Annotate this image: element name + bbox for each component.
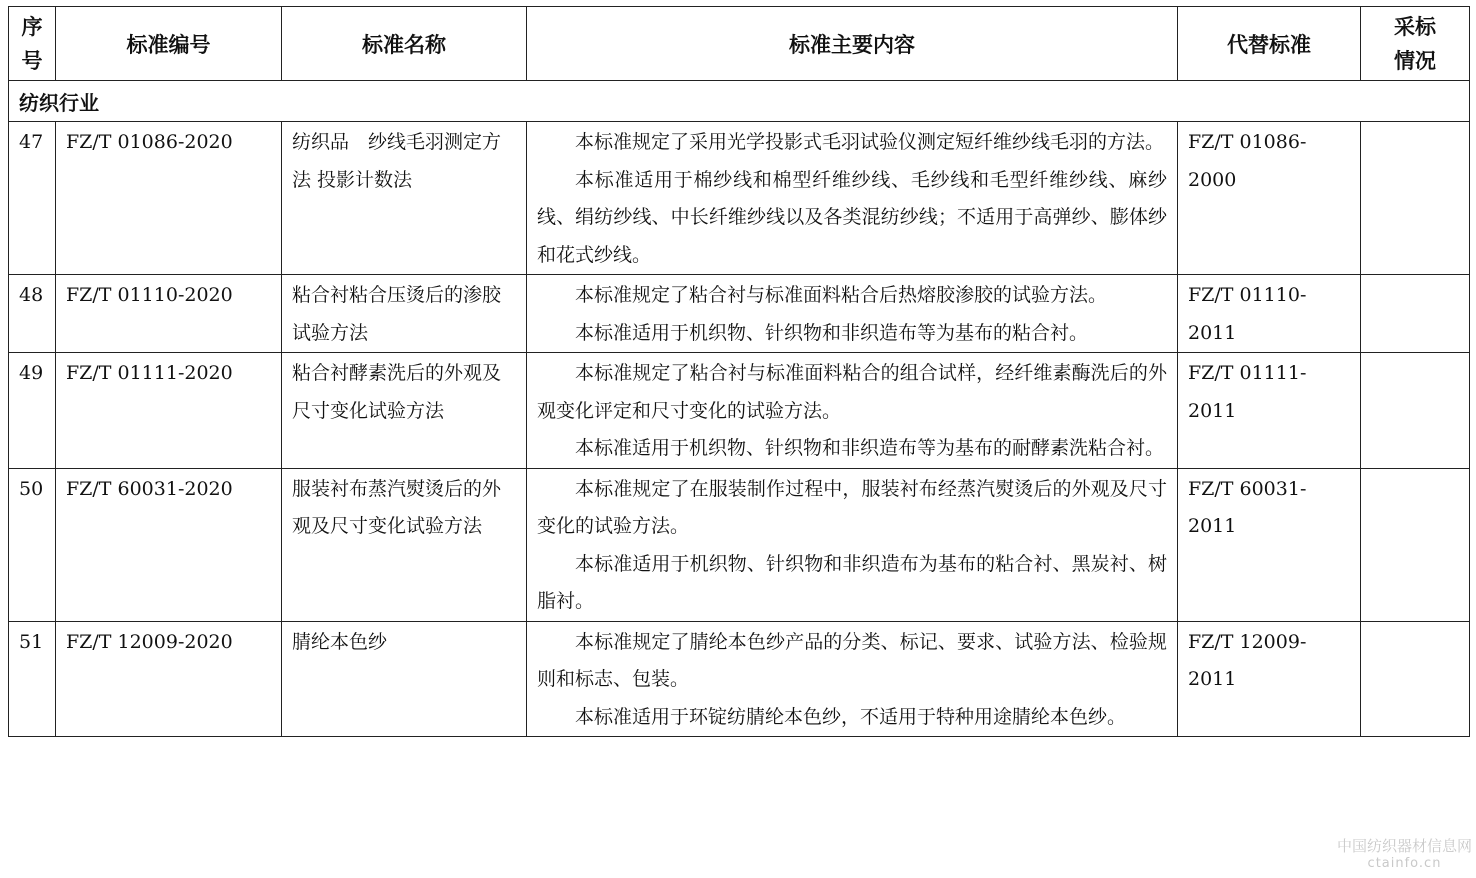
header-seq: 序 号	[9, 7, 56, 81]
cell-adoption	[1361, 275, 1470, 353]
section-title: 纺织行业	[9, 81, 1470, 122]
table-row	[9, 275, 1470, 353]
content-paragraph: 本标准规定了采用光学投影式毛羽试验仪测定短纤维纱线毛羽的方法。	[575, 131, 1165, 153]
content-paragraph: 本标准规定了在服装制作过程中，服装衬布经蒸汽熨烫后的外观及尺寸变化的试验方法。	[537, 477, 1167, 537]
cell-code: FZ/T 01110-2020	[56, 275, 282, 353]
cell-name: 腈纶本色纱	[282, 621, 527, 737]
content-paragraph: 本标准适用于环锭纺腈纶本色纱，不适用于特种用途腈纶本色纱。	[575, 705, 1127, 728]
standards-table	[8, 6, 1470, 737]
table-header-row	[9, 7, 1470, 81]
cell-code: FZ/T 12009-2020	[56, 621, 282, 737]
cell-content	[527, 468, 1178, 621]
content-paragraph: 本标准规定了粘合衬与标准面料粘合的组合试样，经纤维素酶洗后的外观变化评定和尺寸变化的试验方法。	[537, 362, 1167, 422]
cell-replaces: FZ/T 60031-2011	[1178, 468, 1361, 621]
cell-adoption	[1361, 621, 1470, 737]
table-row	[9, 621, 1470, 737]
header-code: 标准编号	[56, 7, 282, 81]
header-adoption: 采标 情况	[1361, 7, 1470, 81]
cell-name: 粘合衬粘合压烫后的渗胶试验方法	[282, 275, 527, 353]
cell-replaces: FZ/T 12009-2011	[1178, 621, 1361, 737]
content-paragraph: 本标准适用于棉纱线和棉型纤维纱线、毛纱线和毛型纤维纱线、麻纱线、绢纺纱线、中长纤维纱线以及各类混纺纱线；不适用于高弹纱、膨体纱和花式纱线。	[537, 168, 1167, 266]
header-replaces: 代替标准	[1178, 7, 1361, 81]
cell-replaces: FZ/T 01110-2011	[1178, 275, 1361, 353]
content-paragraph: 本标准规定了粘合衬与标准面料粘合后热熔胶渗胶的试验方法。	[575, 284, 1108, 306]
cell-adoption	[1361, 468, 1470, 621]
cell-content	[527, 122, 1178, 275]
header-name: 标准名称	[282, 7, 527, 81]
cell-seq: 49	[9, 353, 56, 469]
cell-code: FZ/T 60031-2020	[56, 468, 282, 621]
cell-content	[527, 621, 1178, 737]
content-paragraph: 本标准规定了腈纶本色纱产品的分类、标记、要求、试验方法、检验规则和标志、包装。	[537, 630, 1167, 690]
cell-seq: 50	[9, 468, 56, 621]
cell-name: 粘合衬酵素洗后的外观及尺寸变化试验方法	[282, 353, 527, 469]
content-paragraph: 本标准适用于机织物、针织物和非织造布等为基布的耐酵素洗粘合衬。	[575, 437, 1165, 459]
cell-content	[527, 353, 1178, 469]
cell-replaces: FZ/T 01086-2000	[1178, 122, 1361, 275]
cell-adoption	[1361, 353, 1470, 469]
watermark-name: 中国纺织器材信息网	[1336, 837, 1472, 855]
content-paragraph: 本标准适用于机织物、针织物和非织造布等为基布的粘合衬。	[575, 321, 1089, 344]
table-row	[9, 468, 1470, 621]
watermark-site: ctainfo.cn	[1367, 856, 1442, 871]
content-paragraph: 本标准适用于机织物、针织物和非织造布为基布的粘合衬、黑炭衬、树脂衬。	[537, 552, 1167, 612]
cell-name: 服装衬布蒸汽熨烫后的外观及尺寸变化试验方法	[282, 468, 527, 621]
cell-seq: 47	[9, 122, 56, 275]
cell-code: FZ/T 01086-2020	[56, 122, 282, 275]
table-row	[9, 122, 1470, 275]
cell-seq: 48	[9, 275, 56, 353]
watermark	[1337, 838, 1472, 872]
cell-content	[527, 275, 1178, 353]
cell-replaces: FZ/T 01111-2011	[1178, 353, 1361, 469]
cell-code: FZ/T 01111-2020	[56, 353, 282, 469]
header-content: 标准主要内容	[527, 7, 1178, 81]
cell-adoption	[1361, 122, 1470, 275]
section-row	[9, 81, 1470, 122]
cell-name: 纺织品 纱线毛羽测定方法 投影计数法	[282, 122, 527, 275]
cell-seq: 51	[9, 621, 56, 737]
table-row	[9, 353, 1470, 469]
